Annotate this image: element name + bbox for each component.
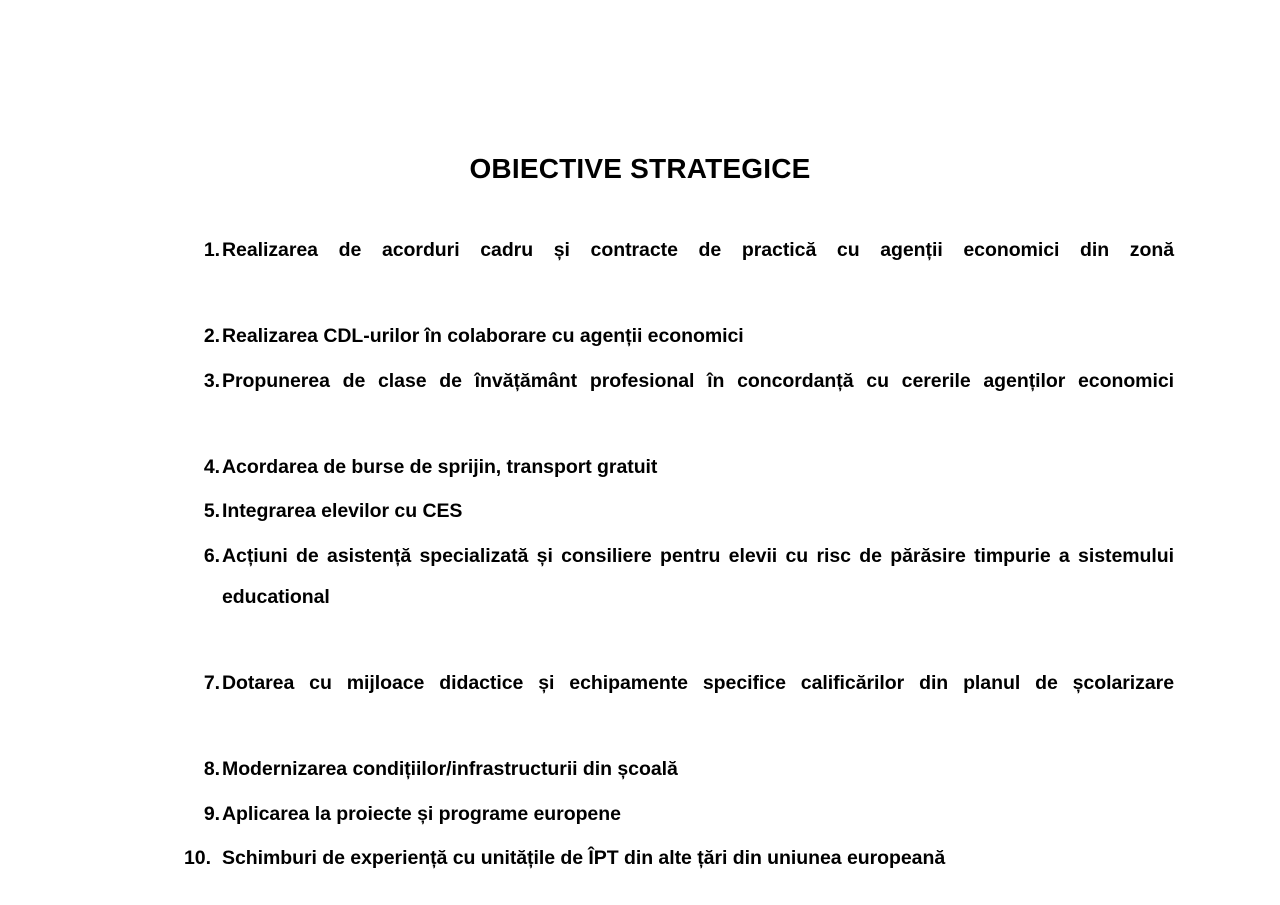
list-item <box>186 230 1174 313</box>
list-item-number: 1. <box>203 239 220 261</box>
list-item-number: 7. <box>203 672 220 694</box>
list-item-text: Propunerea de clase de învățământ profesional în concordanță cu cererile agenților economici <box>222 369 1174 392</box>
list-item-number: 3. <box>203 369 220 392</box>
list-item-text: Integrarea elevilor cu CES <box>222 500 463 522</box>
list-item <box>186 447 1174 489</box>
list-item-text: Acțiuni de asistență specializată și consiliere pentru elevii cu risc de părăsire timpurie a sistemului educational <box>222 544 1174 608</box>
list-item <box>186 316 1174 358</box>
list-item-text: Realizarea CDL-urilor în colaborare cu agenții economici <box>222 325 744 347</box>
list-item-text: Schimburi de experiență cu unitățile de ÎPT din alte țări din uniunea europeană <box>222 847 946 869</box>
list-item-number: 8. <box>203 758 220 780</box>
list-item <box>186 491 1174 533</box>
objectives-list <box>186 230 1174 883</box>
list-item-text: Modernizarea condițiilor/infrastructurii din școală <box>222 758 678 780</box>
list-item <box>186 838 1174 880</box>
list-item <box>186 361 1174 444</box>
list-item-number: 9. <box>203 802 220 825</box>
list-item-text: Aplicarea la proiecte și programe europene <box>222 802 621 825</box>
list-item-text: Dotarea cu mijloace didactice și echipamente specifice calificărilor din planul de școlarizare <box>222 672 1174 694</box>
list-item-number: 5. <box>203 500 220 522</box>
list-item <box>186 663 1174 746</box>
list-item <box>186 794 1174 836</box>
page-title: OBIECTIVE STRATEGICE <box>469 152 811 184</box>
list-item-text: Realizarea de acorduri cadru și contracte de practică cu agenții economici din zonă <box>222 239 1174 261</box>
list-item-number: 6. <box>203 544 220 567</box>
list-item-number: 10. <box>184 847 211 869</box>
list-item <box>186 749 1174 791</box>
list-item-number: 2. <box>203 325 220 347</box>
list-item-number: 4. <box>203 455 220 478</box>
list-item <box>186 536 1174 661</box>
list-item-text: Acordarea de burse de sprijin, transport gratuit <box>222 455 658 478</box>
